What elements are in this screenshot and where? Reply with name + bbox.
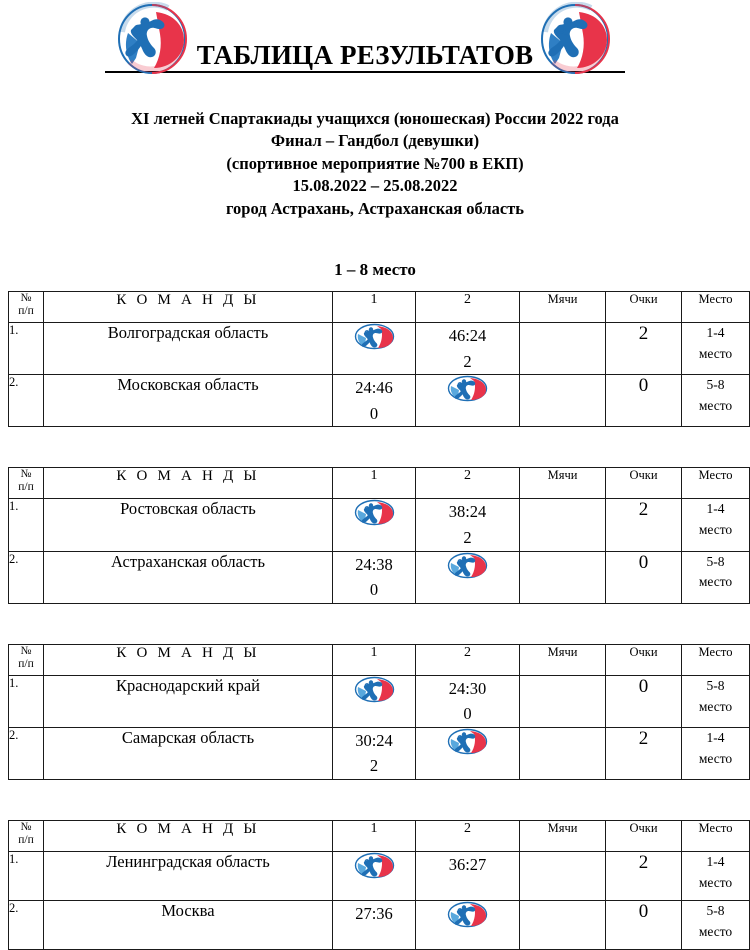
column-header-teams: К О М А Н Д Ы [44, 292, 333, 323]
table-row [9, 851, 750, 900]
match-score-cell [333, 900, 416, 949]
handball-federation-logo-icon [354, 323, 395, 350]
points-cell: 2 [606, 851, 682, 900]
match-score-cell [416, 323, 520, 375]
column-header-teams: К О М А Н Д Ы [44, 820, 333, 851]
row-number-cell: 2. [9, 375, 44, 427]
team-name-cell: Краснодарский край [44, 675, 333, 727]
place-cell [682, 375, 750, 427]
column-header-number [9, 644, 44, 675]
table-row [9, 375, 750, 427]
score-value: 24:38 [355, 554, 393, 574]
own-team-marker-cell [416, 375, 520, 427]
event-subtitle [0, 108, 750, 220]
column-header-opponent-2: 2 [416, 292, 520, 323]
balls-cell [520, 323, 606, 375]
column-header-balls: Мячи [520, 820, 606, 851]
points-cell: 0 [606, 675, 682, 727]
column-header-opponent-1: 1 [333, 644, 416, 675]
place-label: место [698, 698, 733, 714]
points-cell: 2 [606, 727, 682, 779]
handball-federation-logo-icon [354, 676, 395, 703]
place-cell [682, 323, 750, 375]
row-number-cell: 2. [9, 727, 44, 779]
score-points: 0 [463, 704, 472, 724]
place-range: 5-8 [706, 902, 725, 918]
column-header-place: Место [682, 820, 750, 851]
table-header-row [9, 820, 750, 851]
place-range: 1-4 [706, 501, 725, 517]
own-team-marker-cell [333, 499, 416, 551]
results-tables-container [0, 291, 750, 950]
column-header-teams: К О М А Н Д Ы [44, 644, 333, 675]
table-row [9, 551, 750, 603]
results-table [8, 291, 750, 427]
place-range: 5-8 [706, 377, 725, 393]
handball-federation-logo-icon [447, 728, 488, 755]
place-cell [682, 551, 750, 603]
handball-federation-logo-icon [354, 852, 395, 879]
balls-cell [520, 727, 606, 779]
balls-cell [520, 851, 606, 900]
match-score-cell [416, 499, 520, 551]
column-header-opponent-2: 2 [416, 644, 520, 675]
column-header-number-line2: п/п [18, 481, 34, 494]
score-value: 30:24 [355, 730, 393, 750]
column-header-opponent-1: 1 [333, 468, 416, 499]
team-name-cell: Астраханская область [44, 551, 333, 603]
column-header-place: Место [682, 644, 750, 675]
team-name-cell: Самарская область [44, 727, 333, 779]
place-cell [682, 675, 750, 727]
subtitle-line-1: XI летней Спартакиады учащихся (юношеская) России 2022 года [131, 109, 619, 128]
own-team-marker-cell [333, 675, 416, 727]
place-label: место [698, 750, 733, 766]
handball-federation-logo-icon [447, 552, 488, 579]
column-header-number-line1: № [20, 644, 32, 657]
table-row [9, 499, 750, 551]
table-header-row [9, 644, 750, 675]
table-row [9, 727, 750, 779]
row-number-cell: 1. [9, 675, 44, 727]
place-cell [682, 851, 750, 900]
subtitle-line-5: город Астрахань, Астраханская область [225, 198, 525, 218]
column-header-place: Место [682, 292, 750, 323]
row-number-cell: 1. [9, 499, 44, 551]
match-score-cell [333, 727, 416, 779]
balls-cell [520, 675, 606, 727]
points-cell: 2 [606, 499, 682, 551]
column-header-balls: Мячи [520, 644, 606, 675]
place-range: 1-4 [706, 729, 725, 745]
column-header-points: Очки [606, 820, 682, 851]
column-header-number-line1: № [20, 468, 32, 481]
table-row [9, 323, 750, 375]
score-value: 27:36 [355, 903, 393, 923]
place-cell [682, 727, 750, 779]
team-name-cell: Ростовская область [44, 499, 333, 551]
table-header-row [9, 292, 750, 323]
place-range: 1-4 [706, 853, 725, 869]
subtitle-line-3: (спортивное мероприятие №700 в ЕКП) [226, 153, 524, 173]
page-title: ТАБЛИЦА РЕЗУЛЬТАТОВ [196, 39, 534, 70]
column-header-number-line2: п/п [18, 833, 34, 846]
column-header-teams: К О М А Н Д Ы [44, 468, 333, 499]
place-range: 5-8 [706, 677, 725, 693]
team-name-cell: Москва [44, 900, 333, 949]
column-header-opponent-1: 1 [333, 820, 416, 851]
place-label: место [698, 574, 733, 590]
results-table [8, 467, 750, 603]
own-team-marker-cell [416, 551, 520, 603]
own-team-marker-cell [333, 851, 416, 900]
row-number-cell: 2. [9, 551, 44, 603]
column-header-opponent-1: 1 [333, 292, 416, 323]
score-value: 36:27 [448, 854, 487, 874]
match-score-cell [333, 375, 416, 427]
column-header-number [9, 820, 44, 851]
place-label: место [698, 398, 733, 414]
score-value: 38:24 [448, 502, 487, 522]
section-caption: 1 – 8 место [334, 260, 416, 280]
match-score-cell [416, 675, 520, 727]
points-cell: 0 [606, 900, 682, 949]
place-label: место [698, 874, 733, 890]
results-table [8, 820, 750, 950]
place-range: 1-4 [706, 325, 725, 341]
column-header-number-line2: п/п [18, 657, 34, 670]
row-number-cell: 2. [9, 900, 44, 949]
column-header-number-line1: № [20, 820, 32, 833]
points-cell: 0 [606, 551, 682, 603]
score-points: 0 [369, 580, 379, 600]
balls-cell [520, 499, 606, 551]
column-header-points: Очки [606, 644, 682, 675]
place-label: место [698, 346, 733, 362]
score-points: 0 [369, 403, 379, 423]
column-header-points: Очки [606, 292, 682, 323]
points-cell: 2 [606, 323, 682, 375]
document-masthead [0, 0, 750, 86]
team-name-cell: Ленинградская область [44, 851, 333, 900]
score-value: 24:30 [448, 678, 487, 698]
column-header-opponent-2: 2 [416, 468, 520, 499]
score-value: 46:24 [448, 326, 487, 346]
score-points: 2 [463, 351, 472, 371]
column-header-balls: Мячи [520, 292, 606, 323]
column-header-number-line1: № [20, 292, 32, 305]
score-points: 2 [369, 756, 379, 776]
place-label: место [698, 522, 733, 538]
own-team-marker-cell [416, 900, 520, 949]
handball-federation-logo-icon [447, 375, 488, 402]
handball-federation-logo-icon [533, 2, 617, 76]
row-number-cell: 1. [9, 851, 44, 900]
handball-federation-logo-icon [447, 901, 488, 928]
place-cell [682, 499, 750, 551]
team-name-cell: Московская область [44, 375, 333, 427]
place-range: 5-8 [706, 553, 725, 569]
column-header-number [9, 468, 44, 499]
column-header-opponent-2: 2 [416, 820, 520, 851]
points-cell: 0 [606, 375, 682, 427]
balls-cell [520, 900, 606, 949]
match-score-cell [333, 551, 416, 603]
team-name-cell: Волгоградская область [44, 323, 333, 375]
table-row [9, 900, 750, 949]
column-header-points: Очки [606, 468, 682, 499]
handball-federation-logo-icon [110, 2, 194, 76]
match-score-cell [416, 851, 520, 900]
column-header-number [9, 292, 44, 323]
place-label: место [698, 923, 733, 939]
place-cell [682, 900, 750, 949]
balls-cell [520, 375, 606, 427]
subtitle-line-4: 15.08.2022 – 25.08.2022 [292, 176, 458, 196]
own-team-marker-cell [333, 323, 416, 375]
subtitle-line-2: Финал – Гандбол (девушки) [270, 131, 480, 151]
balls-cell [520, 551, 606, 603]
table-row [9, 675, 750, 727]
row-number-cell: 1. [9, 323, 44, 375]
table-header-row [9, 468, 750, 499]
results-table [8, 644, 750, 780]
column-header-place: Место [682, 468, 750, 499]
own-team-marker-cell [416, 727, 520, 779]
column-header-number-line2: п/п [18, 305, 34, 318]
score-points: 2 [463, 528, 472, 547]
column-header-balls: Мячи [520, 468, 606, 499]
handball-federation-logo-icon [354, 499, 395, 526]
score-value: 24:46 [355, 378, 393, 398]
